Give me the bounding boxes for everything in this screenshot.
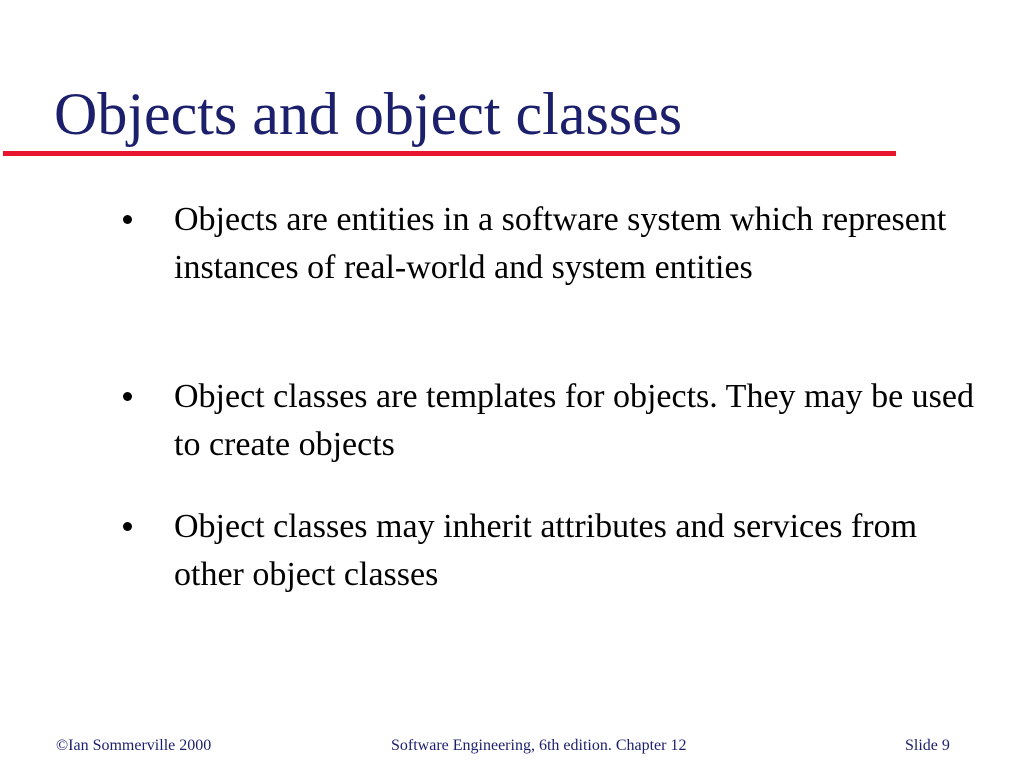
bullet-text: Objects are entities in a software system which represent instances of real-world and system entities bbox=[174, 201, 947, 286]
title-underline-rule bbox=[3, 151, 896, 156]
bullet-dot-icon bbox=[123, 215, 132, 224]
slide-title: Objects and object classes bbox=[54, 81, 683, 147]
bullet-dot-icon bbox=[123, 522, 132, 531]
bullet-item bbox=[174, 196, 974, 292]
bullet-item bbox=[174, 503, 974, 599]
bullet-text: Object classes may inherit attributes and services from other object classes bbox=[174, 508, 918, 593]
bullet-item bbox=[174, 373, 974, 469]
footer-copyright: ©Ian Sommerville 2000 bbox=[56, 737, 212, 754]
bullet-text: Object classes are templates for objects. They may be used to create objects bbox=[174, 378, 974, 463]
footer-book-info: Software Engineering, 6th edition. Chapter 12 bbox=[391, 737, 687, 754]
footer-slide-number: Slide 9 bbox=[905, 737, 950, 754]
bullet-dot-icon bbox=[123, 392, 132, 401]
